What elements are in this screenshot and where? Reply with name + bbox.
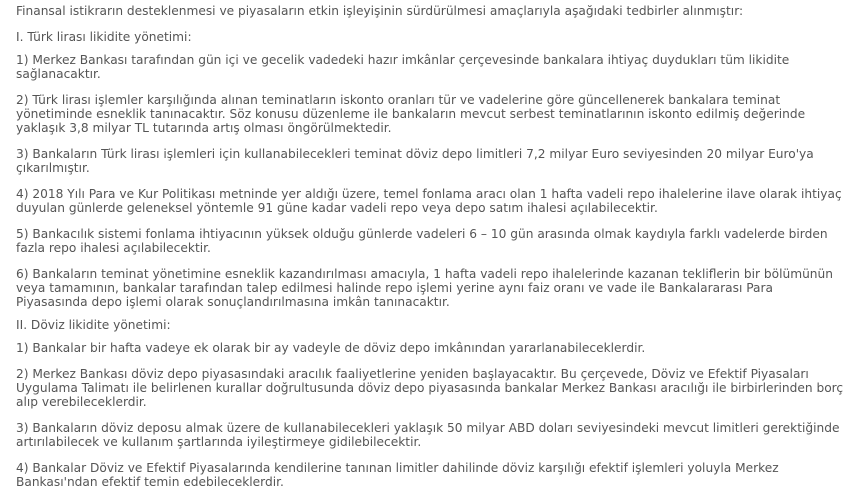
section-2-item-2: 2) Merkez Bankası döviz depo piyasasındaki aracılık faaliyetlerine yeniden başlayacaktır. Bu çerçevede, Döviz ve Efektif Piyasaları Uygulama Talimatı ile belirlenen kurallar doğrultusunda döviz depo piyasasında bankalar Merkez Bankası aracılığı ile birbirlerinden borç alıp verebileceklerdir.: [16, 367, 844, 409]
section-2-item-1: 1) Bankalar bir hafta vadeye ek olarak bir ay vadeyle de döviz depo imkânından yararlanabileceklerdir.: [16, 341, 646, 355]
section-1-item-4: 4) 2018 Yılı Para ve Kur Politikası metninde yer aldığı üzere, temel fonlama aracı olan 1 hafta vadeli repo ihalelerine ilave olarak ihtiyaç duyulan günlerde geleneksel yöntemle 91 güne kadar vadeli repo veya depo satım ihalesi açılabilecektir.: [16, 187, 842, 215]
section-1-title: I. Türk lirası likidite yönetimi:: [16, 30, 192, 44]
section-1-item-2: 2) Türk lirası işlemler karşılığında alınan teminatların iskonto oranları tür ve vadelerine göre güncellenerek bankalara teminat yönetiminde esneklik tanınacaktır. Söz konusu düzenleme ile bankaların mevcut serbest teminatlarının iskonto edilmiş değerinde yaklaşık 3,8 milyar TL tutarında artış olması öngörülmektedir.: [16, 93, 806, 135]
section-1-item-1: 1) Merkez Bankası tarafından gün içi ve gecelik vadedeki hazır imkânlar çerçevesinde bankalara ihtiyaç duydukları tüm likidite sağlanacaktır.: [16, 53, 790, 81]
section-1-item-5: 5) Bankacılık sistemi fonlama ihtiyacının yüksek olduğu günlerde vadeleri 6 – 10 gün arasında olmak kaydıyla farklı vadelerde birden fazla repo ihalesi açılabilecektir.: [16, 227, 828, 255]
section-2-item-4: 4) Bankalar Döviz ve Efektif Piyasalarında kendilerine tanınan limitler dahilinde döviz karşılığı efektif işlemleri yoluyla Merkez Bankası'ndan efektif temin edebileceklerdir.: [16, 461, 779, 489]
section-1-item-6: 6) Bankaların teminat yönetimine esneklik kazandırılması amacıyla, 1 hafta vadeli repo ihalelerinde kazanan tekliflerin bir bölümünün veya tamamının, bankalar tarafından talep edilmesi halinde repo işlemi yerine aynı faiz oranı ve vade ile Bankalararası Para Piyasasında depo işlemi olarak sonuçlandırılmasına imkân tanınacaktır.: [16, 267, 833, 309]
section-2-item-3: 3) Bankaların döviz deposu almak üzere de kullanabilecekleri yaklaşık 50 milyar ABD doları seviyesindeki mevcut limitleri gerektiğinde artırılabilecek ve kullanım şartlarında iyileştirmeye gidilebilecektir.: [16, 421, 840, 449]
intro-paragraph: Finansal istikrarın desteklenmesi ve piyasaların etkin işleyişinin sürdürülmesi amaçlarıyla aşağıdaki tedbirler alınmıştır:: [16, 4, 744, 18]
section-2-title: II. Döviz likidite yönetimi:: [16, 318, 171, 332]
section-1-item-3: 3) Bankaların Türk lirası işlemleri için kullanabilecekleri teminat döviz depo limitleri 7,2 milyar Euro seviyesinden 20 milyar Euro'ya çıkarılmıştır.: [16, 147, 814, 175]
